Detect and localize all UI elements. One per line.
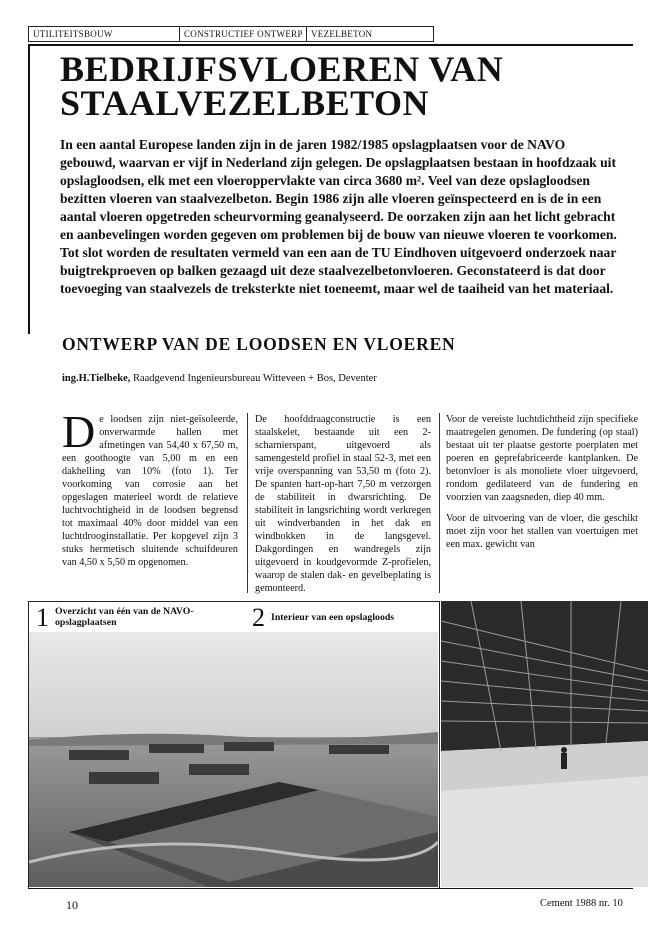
author-line [62, 373, 622, 384]
top-rule [28, 44, 633, 46]
body-column-1 [62, 406, 238, 577]
footer-rule [28, 888, 633, 889]
figure-1-caption [36, 603, 246, 632]
body-column-3 [446, 413, 638, 559]
body-column-2 [255, 413, 431, 603]
photo-storage-site [29, 632, 438, 887]
col1-paragraph-1: e loodsen zijn niet-geïsoleerde, onverwarmde hallen met afmetingen van 54,40 x 67,50 m, een goothoogte van 5,00 m en een dakhelling van 10% (foto 1). Ter voorkoming van corrosie aan het opgeslagen materieel wordt de relatieve luchtvochtigheid in de loodsen begrensd tot maximaal 40% door middel van een luchtdrooginstallatie. Per kopgevel zijn 3 stuks hermetisch sluitende schuifdeuren van 4,50 x 5,50 m opgenomen. [62, 414, 238, 568]
author-name: ing.H.Tielbeke, [62, 373, 131, 384]
section-heading: ONTWERP VAN DE LOODSEN EN VLOEREN [62, 334, 456, 354]
title-line-2: STAALVEZELBETON [60, 83, 429, 123]
article-title [60, 49, 620, 123]
figure-2-number: 2 [252, 603, 265, 632]
tab-material: VEZELBETON [311, 29, 373, 39]
figure-1-number: 1 [36, 603, 49, 632]
figure-1-caption-text: Overzicht van één van de NAVO-opslagplaatsen [55, 606, 194, 628]
lead-paragraph: In een aantal Europese landen zijn in de jaren 1982/1985 opslagplaatsen voor de NAVO gebouwd, waarvan er vijf in Nederland zijn gelegen. De opslagplaatsen bestaan in hoofdzaak uit opslagloodsen, elk met een vloeroppervlakte van circa 3680 m². Veel van deze opslagloodsen bezitten vloeren van staalvezelbeton. Begin 1986 zijn alle vloeren geïnspecteerd en is de in een aantal vloeren opgetreden scheurvorming geanalyseerd. De oorzaken zijn aan het licht gebracht en aanbevelingen worden gegeven om problemen bij de bouw van nieuwe vloeren te voorkomen. Tot slot worden de resultaten vermeld van een aan de TU Eindhoven uitgevoerd onderzoek naar buigtrekproeven op balken gezaagd uit deze staalvezelbetonvloeren. Geconstateerd is dat door toevoeging van staalvezels de treksterkte niet toeneemt, maar wel de taaiheid van het materiaal. [60, 137, 617, 296]
figure-2-caption-text: Interieur van een opslagloods [271, 612, 395, 623]
magazine-issue: Cement 1988 nr. 10 [540, 898, 623, 909]
col3-paragraph-1: Voor de vereiste luchtdichtheid zijn specifieke maatregelen genomen. De fundering (op staal) bestaat uit ter plaatse gestorte poerplaten met poeren en geprefabriceerde kantplanken. De betonvloer is als monoliete vloer uitgevoerd, rondom gedilateerd van de fundering en voorzien van zaagsneden, diep 40 mm. [446, 414, 638, 503]
column-divider-2 [439, 413, 440, 593]
figure-2-caption [252, 603, 432, 632]
photo-hall-interior [441, 601, 648, 887]
header-tabs [28, 26, 434, 42]
column-divider-1 [247, 413, 248, 593]
drop-cap: D [62, 406, 96, 457]
tab-subject: CONSTRUCTIEF ONTWERP [180, 27, 307, 41]
col2-paragraph-1: De hoofddraagconstructie is een staalskelet, bestaande uit een 2-scharnierspant, uitgevoerd als samengesteld profiel in staal 52-3, met een vrije overspanning van 53,50 m (foto 2). De spanten hart-op-hart 7,50 m verzorgen de stabiliteit in dwarsrichting. De stabiliteit in langsrichting wordt verkregen uit windverbanden in het dak en windbokken in de langsgevel. Dakgordingen en wandregels zijn uitgevoerd in koudgevormde Z-profielen, waarop de stalen dak- en gevelbeplating is gemonteerd. [255, 414, 431, 594]
title-side-rule [28, 44, 30, 334]
title-line-1: BEDRIJFSVLOEREN VAN [60, 49, 504, 89]
tab-category: UTILITEITSBOUW [29, 27, 180, 41]
author-affiliation: Raadgevend Ingenieursbureau Witteveen + Bos, Deventer [132, 373, 377, 384]
page-number: 10 [66, 898, 78, 912]
col3-paragraph-2: Voor de uitvoering van de vloer, die geschikt moet zijn voor het stallen van voertuigen met een max. gewicht van [446, 513, 638, 550]
